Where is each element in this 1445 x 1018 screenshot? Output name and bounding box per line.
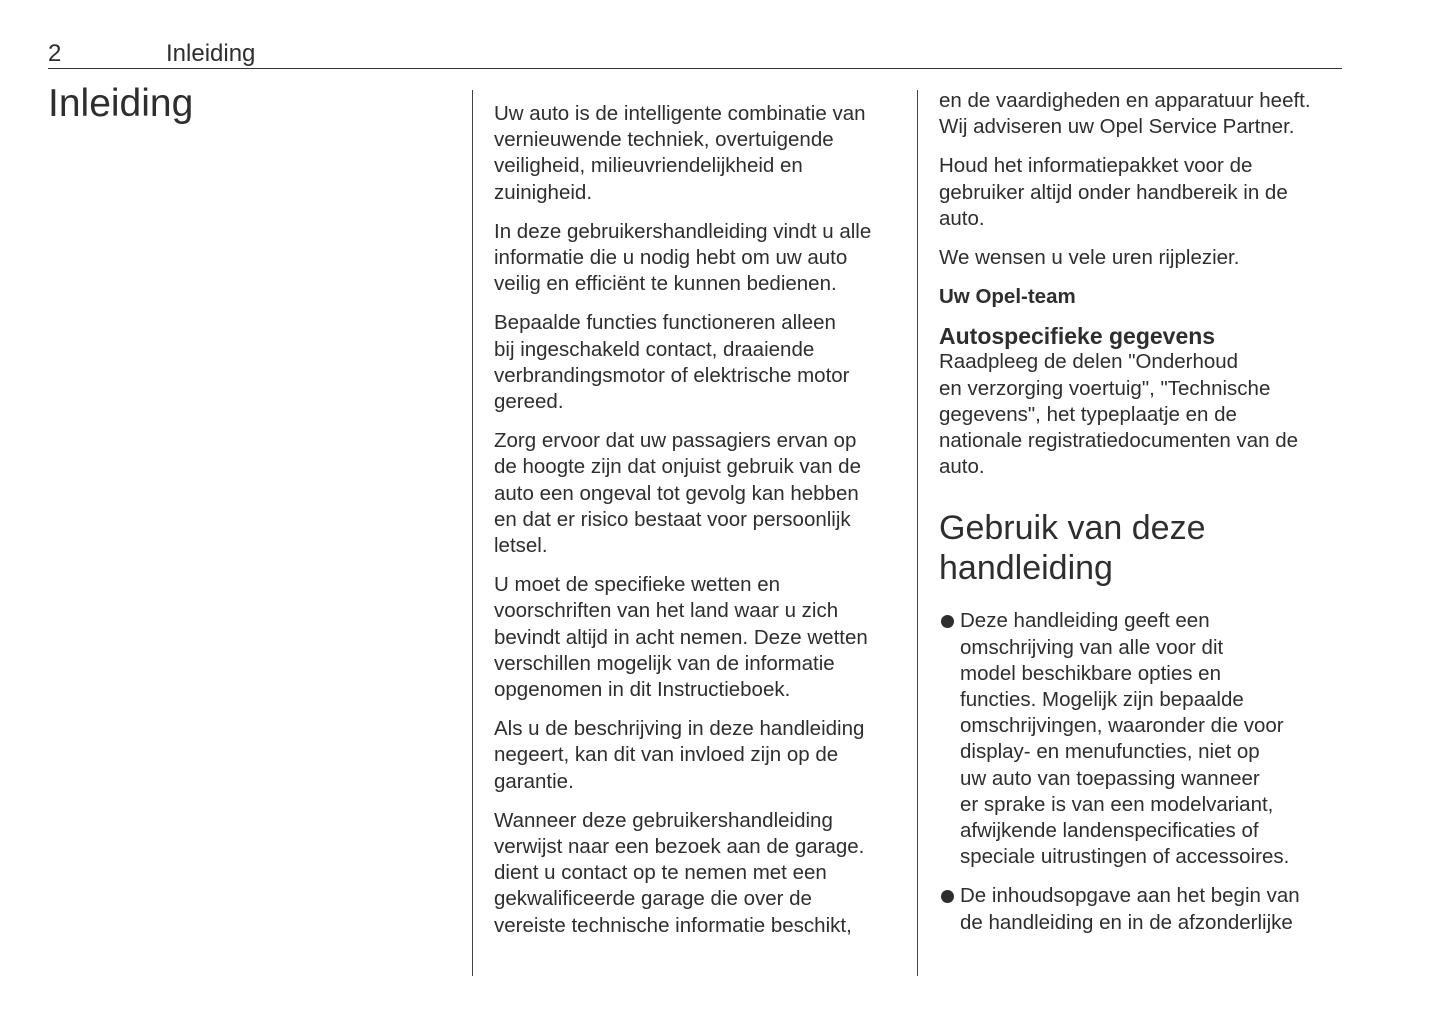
header-rule [48, 68, 1342, 69]
paragraph: Raadpleeg de delen "Onderhoud en verzorging voertuig", "Technische gegevens", het typeplaatje en de nationale registratiedocumenten van de auto. [939, 350, 1298, 479]
subheading: Autospecifieke gegevens [939, 323, 1216, 350]
column-divider [472, 90, 473, 976]
paragraph: en de vaardigheden en apparatuur heeft. Wij adviseren uw Opel Service Partner. [939, 89, 1311, 139]
column-divider [917, 90, 918, 976]
paragraph: Bepaalde functies functioneren alleen bij ingeschakeld contact, draaiende verbrandingsmotor of elektrische motor gereed. [494, 311, 850, 414]
bullet-item: Deze handleiding geeft een omschrijving van alle voor dit model beschikbare opties en functies. Mogelijk zijn bepaalde omschrijvingen, waaronder die voor display- en menufuncties, niet op uw auto van toepassing wanneer er sprake is van een modelvariant, afwijkende landenspecificaties of speciale uitrustingen of accessoires. [939, 608, 1349, 870]
paragraph: U moet de specifieke wetten en voorschriften van het land waar u zich bevindt altijd in acht nemen. Deze wetten verschillen mogelijk van de informatie opgenomen in dit Instructieboek. [494, 573, 868, 702]
section-heading: Gebruik van deze handleiding [939, 509, 1206, 588]
signature: Uw Opel-team [939, 285, 1076, 309]
paragraph: We wensen u vele uren rijplezier. [939, 246, 1240, 270]
paragraph: Houd het informatiepakket voor de gebruiker altijd onder handbereik in de auto. [939, 154, 1288, 230]
paragraph: Uw auto is de intelligente combinatie van vernieuwende techniek, overtuigende veiligheid, milieuvriendelijkheid en zuinigheid. [494, 102, 866, 204]
page-title: Inleiding [48, 82, 194, 125]
page-number: 2 [48, 40, 62, 67]
column-3 [939, 88, 1349, 949]
bullet-item: De inhoudsopgave aan het begin van de handleiding en in de afzonderlijke [939, 883, 1349, 935]
column-2 [494, 101, 904, 952]
paragraph: Zorg ervoor dat uw passagiers ervan op de hoogte zijn dat onjuist gebruik van de auto een ongeval tot gevolg kan hebben en dat er risico bestaat voor persoonlijk letsel. [494, 429, 861, 558]
running-header: Inleiding [166, 40, 256, 67]
paragraph: Wanneer deze gebruikershandleiding verwijst naar een bezoek aan de garage. dient u contact op te nemen met een gekwalificeerde garage die over de vereiste technische informatie beschikt, [494, 808, 865, 937]
paragraph: In deze gebruikershandleiding vindt u alle informatie die u nodig hebt om uw auto veilig en efficiënt te kunnen bedienen. [494, 219, 872, 296]
paragraph: Als u de beschrijving in deze handleiding negeert, kan dit van invloed zijn op de garantie. [494, 717, 865, 793]
